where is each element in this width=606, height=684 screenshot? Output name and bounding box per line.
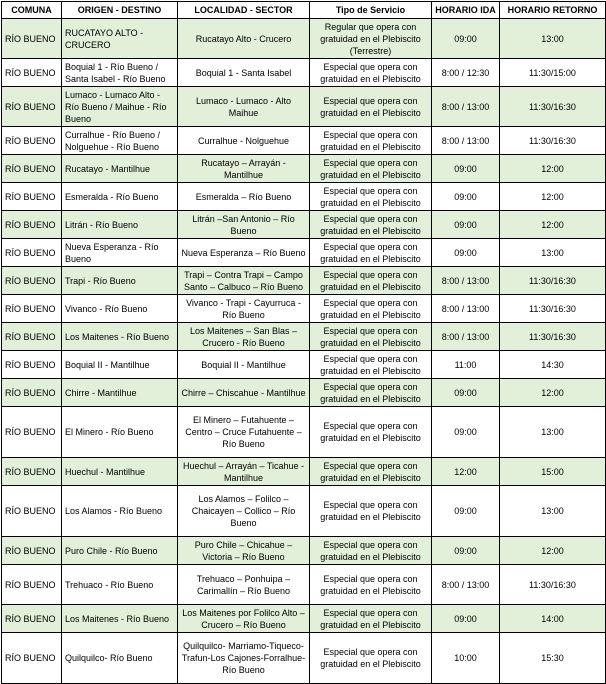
cell-tipo-servicio: Regular que opera con gratuidad en el Plebiscito (Terrestre) bbox=[310, 19, 432, 59]
cell-localidad-sector: El Minero – Futahuente – Centro – Cruce Futahuente – Río Bueno bbox=[178, 407, 310, 458]
cell-horario-retorno: 15:30 bbox=[500, 633, 606, 684]
cell-tipo-servicio: Especial que opera con gratuidad en el Plebiscito bbox=[310, 59, 432, 87]
cell-tipo-servicio: Especial que opera con gratuidad en el Plebiscito bbox=[310, 486, 432, 537]
cell-comuna: RÍO BUENO bbox=[2, 565, 62, 605]
cell-origen-destino: El Minero - Río Bueno bbox=[62, 407, 178, 458]
cell-localidad-sector: Nueva Esperanza – Río Bueno bbox=[178, 239, 310, 267]
cell-tipo-servicio: Especial que opera con gratuidad en el Plebiscito bbox=[310, 407, 432, 458]
cell-horario-retorno: 12:00 bbox=[500, 537, 606, 565]
cell-horario-retorno: 11:30/16:30 bbox=[500, 127, 606, 155]
table-row bbox=[2, 267, 606, 295]
cell-comuna: RÍO BUENO bbox=[2, 458, 62, 486]
cell-horario-ida: 09:00 bbox=[432, 605, 500, 633]
cell-comuna: RÍO BUENO bbox=[2, 537, 62, 565]
table-row bbox=[2, 605, 606, 633]
cell-comuna: RÍO BUENO bbox=[2, 127, 62, 155]
cell-horario-ida: 09:00 bbox=[432, 239, 500, 267]
table-row bbox=[2, 407, 606, 458]
cell-tipo-servicio: Especial que opera con gratuidad en el Plebiscito bbox=[310, 323, 432, 351]
cell-comuna: RÍO BUENO bbox=[2, 211, 62, 239]
cell-localidad-sector: Lumaco - Lumaco - Alto Maihue bbox=[178, 87, 310, 127]
cell-horario-ida: 11:00 bbox=[432, 351, 500, 379]
cell-origen-destino: Trehuaco - Río Bueno bbox=[62, 565, 178, 605]
cell-horario-retorno: 13:00 bbox=[500, 239, 606, 267]
cell-comuna: RÍO BUENO bbox=[2, 183, 62, 211]
table-row bbox=[2, 351, 606, 379]
cell-horario-ida: 8:00 / 13:00 bbox=[432, 323, 500, 351]
cell-localidad-sector: Rucatayo Alto - Crucero bbox=[178, 19, 310, 59]
cell-origen-destino: Quilquilco- Río Bueno bbox=[62, 633, 178, 684]
cell-horario-retorno: 11:30/15:00 bbox=[500, 59, 606, 87]
cell-localidad-sector: Puro Chile – Chicahue – Victoria – Río Bueno bbox=[178, 537, 310, 565]
cell-horario-retorno: 12:00 bbox=[500, 155, 606, 183]
cell-tipo-servicio: Especial que opera con gratuidad en el Plebiscito bbox=[310, 605, 432, 633]
cell-tipo-servicio: Especial que opera con gratuidad en el Plebiscito bbox=[310, 458, 432, 486]
cell-tipo-servicio: Especial que opera con gratuidad en el Plebiscito bbox=[310, 155, 432, 183]
cell-localidad-sector: Vivanco - Trapi - Cayurruca - Río Bueno bbox=[178, 295, 310, 323]
table-row bbox=[2, 59, 606, 87]
cell-localidad-sector: Curralhue - Nolguehue bbox=[178, 127, 310, 155]
cell-horario-retorno: 11:30/16:30 bbox=[500, 87, 606, 127]
cell-horario-ida: 09:00 bbox=[432, 486, 500, 537]
cell-comuna: RÍO BUENO bbox=[2, 323, 62, 351]
cell-tipo-servicio: Especial que opera con gratuidad en el Plebiscito bbox=[310, 351, 432, 379]
cell-horario-retorno: 11:30/16:30 bbox=[500, 323, 606, 351]
cell-localidad-sector: Litrán –San Antonio – Río Bueno bbox=[178, 211, 310, 239]
cell-horario-ida: 10:00 bbox=[432, 633, 500, 684]
table-row bbox=[2, 295, 606, 323]
cell-tipo-servicio: Especial que opera con gratuidad en el Plebiscito bbox=[310, 211, 432, 239]
cell-tipo-servicio: Especial que opera con gratuidad en el Plebiscito bbox=[310, 295, 432, 323]
cell-comuna: RÍO BUENO bbox=[2, 87, 62, 127]
table-row bbox=[2, 323, 606, 351]
cell-horario-ida: 12:00 bbox=[432, 458, 500, 486]
cell-comuna: RÍO BUENO bbox=[2, 486, 62, 537]
table-row bbox=[2, 239, 606, 267]
header-row bbox=[2, 2, 606, 19]
table-row bbox=[2, 633, 606, 684]
cell-origen-destino: Los Alamos - Río Bueno bbox=[62, 486, 178, 537]
cell-localidad-sector: Los Maitenes – San Blas – Crucero - Río Bueno bbox=[178, 323, 310, 351]
cell-comuna: RÍO BUENO bbox=[2, 295, 62, 323]
cell-tipo-servicio: Especial que opera con gratuidad en el Plebiscito bbox=[310, 537, 432, 565]
cell-origen-destino: RUCATAYO ALTO - CRUCERO bbox=[62, 19, 178, 59]
cell-horario-ida: 09:00 bbox=[432, 19, 500, 59]
cell-origen-destino: Chirre - Mantilhue bbox=[62, 379, 178, 407]
cell-comuna: RÍO BUENO bbox=[2, 59, 62, 87]
cell-origen-destino: Nueva Esperanza - Río Bueno bbox=[62, 239, 178, 267]
header-tipo-servicio: Tipo de Servicio bbox=[310, 2, 432, 19]
table-row bbox=[2, 537, 606, 565]
cell-comuna: RÍO BUENO bbox=[2, 351, 62, 379]
cell-horario-retorno: 11:30/16:30 bbox=[500, 267, 606, 295]
cell-origen-destino: Huechul - Mantilhue bbox=[62, 458, 178, 486]
cell-origen-destino: Los Maitenes - Río Bueno bbox=[62, 605, 178, 633]
cell-comuna: RÍO BUENO bbox=[2, 239, 62, 267]
table-row bbox=[2, 565, 606, 605]
cell-horario-retorno: 11:30/16:30 bbox=[500, 565, 606, 605]
cell-origen-destino: Esmeralda - Río Bueno bbox=[62, 183, 178, 211]
cell-localidad-sector: Los Alamos – Folilco – Chaicayen – Collico – Río Bueno bbox=[178, 486, 310, 537]
cell-horario-retorno: 13:00 bbox=[500, 19, 606, 59]
cell-horario-retorno: 11:30/16:30 bbox=[500, 295, 606, 323]
cell-horario-ida: 8:00 / 13:00 bbox=[432, 565, 500, 605]
cell-localidad-sector: Boquial 1 - Santa Isabel bbox=[178, 59, 310, 87]
cell-localidad-sector: Boquial II - Mantilhue bbox=[178, 351, 310, 379]
cell-horario-retorno: 12:00 bbox=[500, 183, 606, 211]
cell-origen-destino: Lumaco - Lumaco Alto - Río Bueno / Maihue - Río Bueno bbox=[62, 87, 178, 127]
cell-localidad-sector: Rucatayo – Arrayán - Mantilhue bbox=[178, 155, 310, 183]
table-row bbox=[2, 87, 606, 127]
cell-tipo-servicio: Especial que opera con gratuidad en el Plebiscito bbox=[310, 379, 432, 407]
header-horario-ida: HORARIO IDA bbox=[432, 2, 500, 19]
cell-origen-destino: Vivanco - Río Bueno bbox=[62, 295, 178, 323]
cell-localidad-sector: Trapi – Contra Trapi – Campo Santo – Calbuco – Río Bueno bbox=[178, 267, 310, 295]
cell-tipo-servicio: Especial que opera con gratuidad en el Plebiscito bbox=[310, 565, 432, 605]
cell-origen-destino: Boquial 1 - Río Bueno / Santa Isabel - Río Bueno bbox=[62, 59, 178, 87]
cell-horario-ida: 8:00 / 13:00 bbox=[432, 127, 500, 155]
cell-origen-destino: Litrán - Río Bueno bbox=[62, 211, 178, 239]
schedule-table bbox=[1, 1, 606, 684]
header-origen-destino: ORIGEN - DESTINO bbox=[62, 2, 178, 19]
cell-tipo-servicio: Especial que opera con gratuidad en el Plebiscito bbox=[310, 127, 432, 155]
cell-horario-ida: 8:00 / 13:00 bbox=[432, 87, 500, 127]
cell-comuna: RÍO BUENO bbox=[2, 633, 62, 684]
cell-horario-retorno: 12:00 bbox=[500, 379, 606, 407]
cell-horario-ida: 8:00 / 12:30 bbox=[432, 59, 500, 87]
cell-horario-ida: 8:00 / 13:00 bbox=[432, 295, 500, 323]
cell-horario-ida: 09:00 bbox=[432, 537, 500, 565]
cell-localidad-sector: Los Maitenes por Folilco Alto – Crucero – Río Bueno bbox=[178, 605, 310, 633]
cell-horario-retorno: 12:00 bbox=[500, 211, 606, 239]
cell-horario-ida: 09:00 bbox=[432, 211, 500, 239]
cell-comuna: RÍO BUENO bbox=[2, 19, 62, 59]
cell-origen-destino: Trapi - Río Bueno bbox=[62, 267, 178, 295]
cell-origen-destino: Boquial II - Mantilhue bbox=[62, 351, 178, 379]
cell-horario-retorno: 14:00 bbox=[500, 605, 606, 633]
cell-origen-destino: Puro Chile - Río Bueno bbox=[62, 537, 178, 565]
cell-localidad-sector: Huechul – Arrayán – Ticahue - Mantilhue bbox=[178, 458, 310, 486]
cell-tipo-servicio: Especial que opera con gratuidad en el Plebiscito bbox=[310, 239, 432, 267]
cell-comuna: RÍO BUENO bbox=[2, 407, 62, 458]
header-horario-retorno: HORARIO RETORNO bbox=[500, 2, 606, 19]
cell-horario-retorno: 15:00 bbox=[500, 458, 606, 486]
cell-horario-ida: 09:00 bbox=[432, 155, 500, 183]
cell-localidad-sector: Quilquilco- Marriamo-Tiqueco-Trafun-Los Cajones-Forralhue-Río Bueno bbox=[178, 633, 310, 684]
table-row bbox=[2, 211, 606, 239]
cell-comuna: RÍO BUENO bbox=[2, 155, 62, 183]
table-row bbox=[2, 127, 606, 155]
table-row bbox=[2, 155, 606, 183]
cell-localidad-sector: Chirre – Chiscahue - Mantilhue bbox=[178, 379, 310, 407]
cell-origen-destino: Rucatayo - Mantilhue bbox=[62, 155, 178, 183]
cell-horario-retorno: 13:00 bbox=[500, 407, 606, 458]
cell-origen-destino: Curralhue - Río Bueno / Nolguehue - Río Bueno bbox=[62, 127, 178, 155]
table-row bbox=[2, 486, 606, 537]
cell-tipo-servicio: Especial que opera con gratuidad en el Plebiscito bbox=[310, 183, 432, 211]
cell-origen-destino: Los Maitenes - Río Bueno bbox=[62, 323, 178, 351]
cell-tipo-servicio: Especial que opera con gratuidad en el Plebiscito bbox=[310, 633, 432, 684]
header-localidad-sector: LOCALIDAD - SECTOR bbox=[178, 2, 310, 19]
cell-comuna: RÍO BUENO bbox=[2, 267, 62, 295]
cell-comuna: RÍO BUENO bbox=[2, 605, 62, 633]
cell-comuna: RÍO BUENO bbox=[2, 379, 62, 407]
cell-horario-retorno: 13:00 bbox=[500, 486, 606, 537]
cell-horario-ida: 09:00 bbox=[432, 379, 500, 407]
cell-localidad-sector: Trehuaco – Ponhuipa – Carimallín – Río Bueno bbox=[178, 565, 310, 605]
table-row bbox=[2, 183, 606, 211]
cell-horario-ida: 09:00 bbox=[432, 407, 500, 458]
cell-tipo-servicio: Especial que opera con gratuidad en el Plebiscito bbox=[310, 87, 432, 127]
cell-tipo-servicio: Especial que opera con gratuidad en el Plebiscito bbox=[310, 267, 432, 295]
table-row bbox=[2, 19, 606, 59]
cell-horario-ida: 09:00 bbox=[432, 183, 500, 211]
cell-localidad-sector: Esmeralda – Río Bueno bbox=[178, 183, 310, 211]
table-row bbox=[2, 458, 606, 486]
header-comuna: COMUNA bbox=[2, 2, 62, 19]
table-row bbox=[2, 379, 606, 407]
cell-horario-ida: 8:00 / 13:00 bbox=[432, 267, 500, 295]
cell-horario-retorno: 14:30 bbox=[500, 351, 606, 379]
